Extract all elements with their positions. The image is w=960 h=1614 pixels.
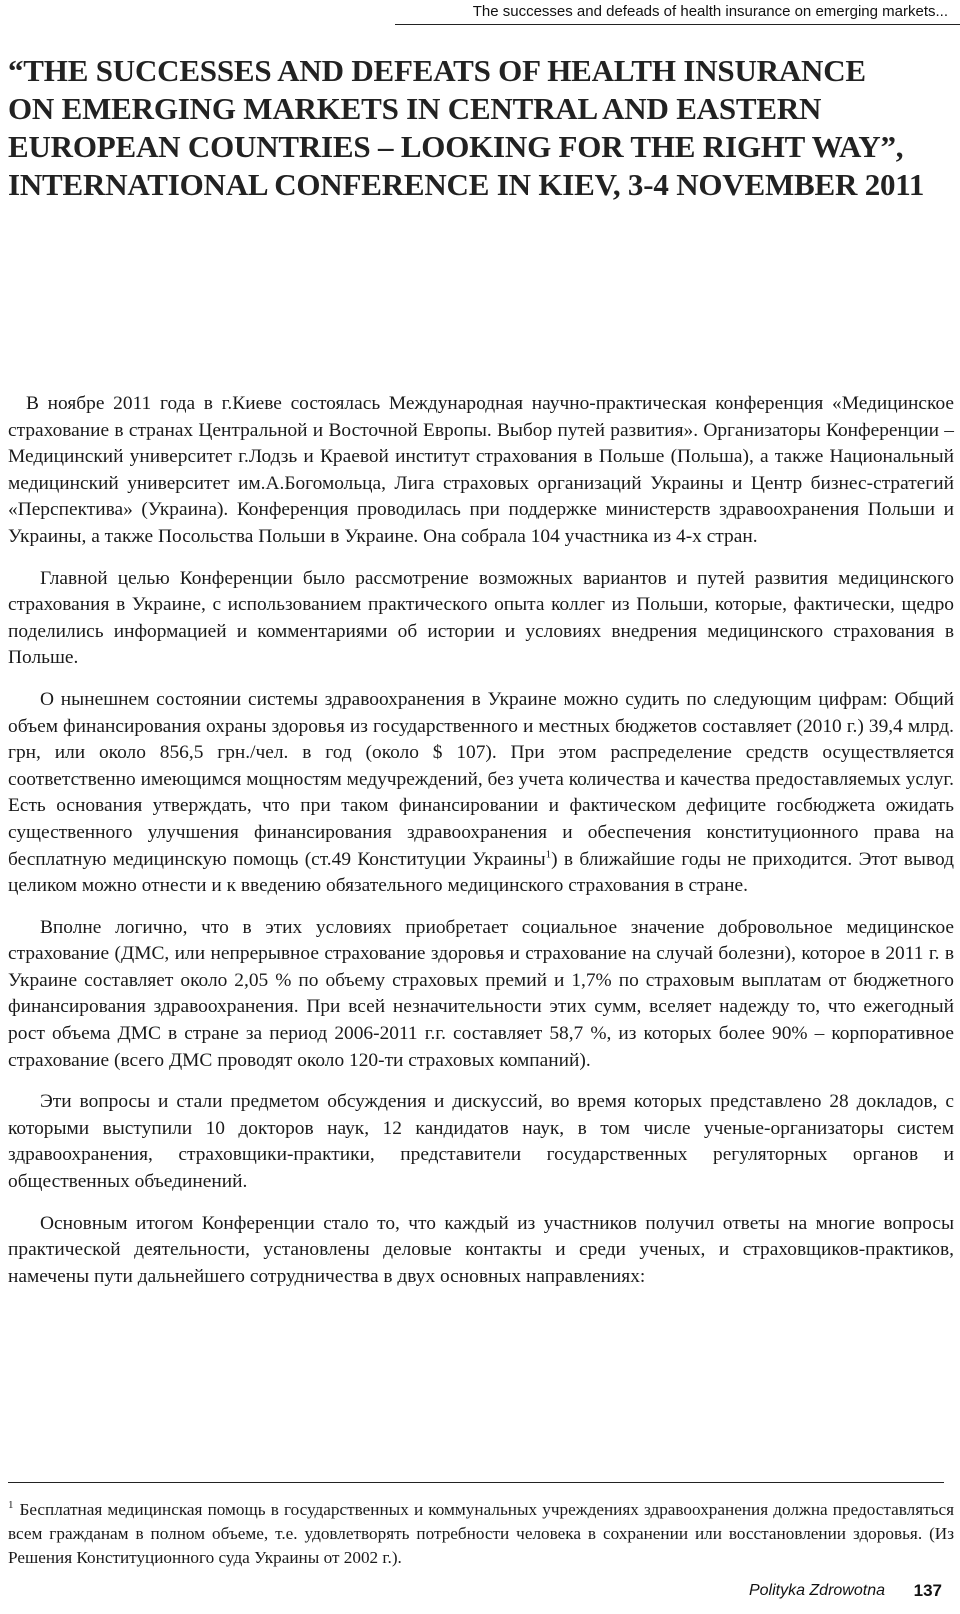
- paragraph: Основным итогом Конференции стало то, что каждый из участников получил ответы на многие вопросы практической деятельности, установлены деловые контакты и среди ученых, и страховщиков-практиков, намечены пути дальнейшего сотрудничества в двух основных направлениях:: [8, 1212, 954, 1287]
- footnote: [8, 1498, 954, 1570]
- paragraph: В ноябре 2011 года в г.Киеве состоялась Международная научно-практическая конференция «Медицинское страхование в странах Центральной и Восточной Европы. Выбор путей развития». Организаторы Конференции – Медицинский университет г.Лодзь и Краевой институт страхования в Польше (Польша), а также Национальный медицинский университет им.А.Богомольца, Лига страховых организаций Украины и Центр бизнес-стратегий «Перспектива» (Украина). Конференция проводилась при поддержке министерств здравоохранения Польши и Украины, а также Посольства Польши в Украине. Она собрала 104 участника из 4-х стран.: [8, 393, 954, 547]
- paragraph: Главной целью Конференции было рассмотрение возможных вариантов и путей развития медицинского страхования в Украине, с использованием практического опыта коллег из Польши, которые, фактически, щедро поделились информацией и комментариями об истории и условиях внедрения медицинского страхования в Польше.: [8, 567, 954, 669]
- paragraph-text: О нынешнем состоянии системы здравоохранения в Украине можно судить по следующим цифрам: Общий объем финансирования охраны здоровья из государственного и местных бюджетов составляет (2010 г.) 39,4 млрд. грн, или около 856,5 грн./чел. в год (около $ 107). При этом распределение средств осуществляется соответственно имеющимся мощностям медучреждений, без учета количества и качества предоставляемых услуг. Есть основания утверждать, что при таком финансировании и фактическом дефиците госбюджета ожидать существенного улучшения финансирования здравоохранения и обеспечения конституционного права на бесплатную медицинскую помощь (ст.49 Конституции Украины: [8, 688, 955, 870]
- footnote-text: Бесплатная медицинская помощь в государственных и коммунальных учреждениях здравоохранения должна предоставляться всем гражданам в полном объеме, т.е. удовлетворять потребности человека в сохранении или восстановлении здоровья. (Из Решения Конституционного суда Украины от 2002 г.).: [8, 1500, 954, 1567]
- title-line: INTERNATIONAL CONFERENCE IN KIEV, 3-4 NOVEMBER 2011: [8, 167, 925, 202]
- footnote-divider: [8, 1482, 944, 1483]
- article-body: [8, 391, 954, 1305]
- running-head: [0, 0, 960, 26]
- paragraph: Вполне логично, что в этих условиях приобретает социальное значение добровольное медицинское страхование (ДМС, или непрерывное страхование здоровья и страхование на случай болезни), которое в 2011 г. в Украине составляет около 2,05 % по объему страховых премий и 1,7% по страховым выплатам от бюджетного финансирования здравоохранения. При всей незначительности этих сумм, вселяет надежду то, что ежегодный рост объема ДМС в стране за период 2006-2011 г.г. составляет 58,7 %, из которых более 90% – корпоративное страхование (всего ДМС проводят около 120-ти страховых компаний).: [8, 916, 954, 1071]
- journal-name: Polityka Zdrowotna: [748, 1582, 885, 1599]
- paragraph-text: ) в ближайшие годы не приходится. Этот вывод целиком можно отнести и к введению обязательного медицинского страхования в стране.: [8, 848, 954, 897]
- page-footer: [0, 1578, 960, 1614]
- title-line: ON EMERGING MARKETS IN CENTRAL AND EASTERN: [8, 91, 822, 126]
- title-line: “THE SUCCESSES AND DEFEATS OF HEALTH INSURANCE: [8, 53, 866, 88]
- running-head-rule: [395, 24, 960, 25]
- paragraph: Эти вопросы и стали предметом обсуждения и дискуссий, во время которых представлено 28 докладов, с которыми выступили 10 докторов наук, 12 кандидатов наук, в том числе ученые-организаторы систем здравоохранения, страховщики-практики, представители государственных регуляторных органов и общественных объединений.: [8, 1091, 954, 1193]
- paragraph: [8, 687, 954, 900]
- page-number: 137: [913, 1581, 942, 1600]
- running-head-text: The successes and defeads of health insurance on emerging markets...: [472, 3, 948, 20]
- footnote-reference[interactable]: 1: [545, 848, 552, 861]
- article-title: [8, 52, 948, 204]
- footnote-number: 1: [8, 1499, 14, 1512]
- title-line: EUROPEAN COUNTRIES – LOOKING FOR THE RIGHT WAY”,: [8, 129, 904, 164]
